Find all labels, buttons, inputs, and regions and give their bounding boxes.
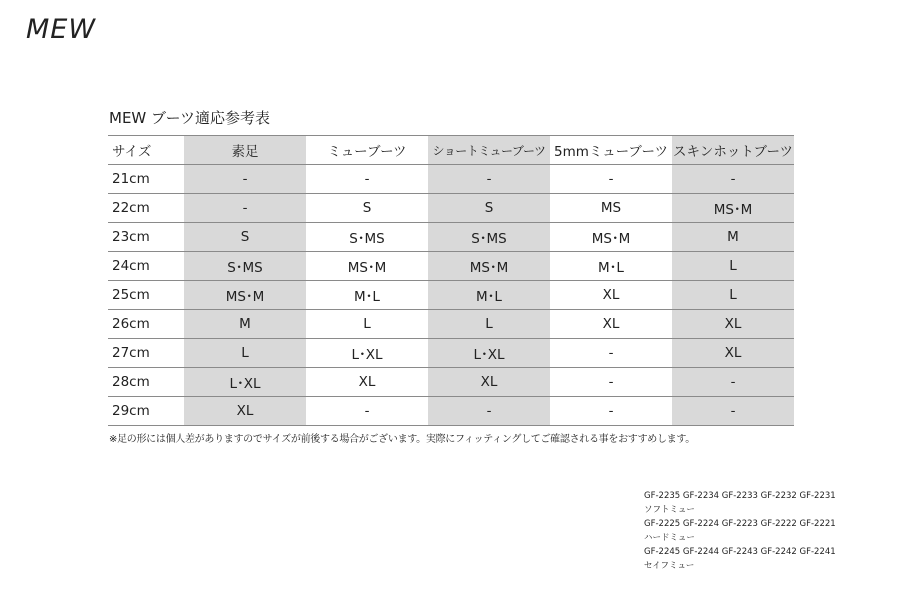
cell: L (306, 310, 428, 339)
cell-size: 29cm (108, 397, 184, 426)
cell: - (428, 397, 550, 426)
cell-size: 22cm (108, 194, 184, 223)
header-mew-boots: ミューブーツ (306, 136, 428, 165)
table-header-row (108, 136, 794, 165)
cell: - (550, 397, 672, 426)
cell: S (428, 194, 550, 223)
table-row (108, 252, 794, 281)
table-row (108, 368, 794, 397)
cell: L･XL (184, 368, 306, 397)
cell: MS (550, 194, 672, 223)
cell: - (428, 165, 550, 194)
cell: M･L (550, 252, 672, 281)
cell: - (184, 194, 306, 223)
brand-logo: MEW (26, 14, 97, 45)
cell-size: 21cm (108, 165, 184, 194)
cell: - (550, 368, 672, 397)
header-5mm-mew-boots: 5mmミューブーツ (550, 136, 672, 165)
cell: L･XL (428, 339, 550, 368)
model-codes: GF-2225 GF-2224 GF-2223 GF-2222 GF-2221 (644, 519, 836, 529)
cell-size: 25cm (108, 281, 184, 310)
cell: - (550, 339, 672, 368)
cell: MS･M (672, 194, 794, 223)
table-row (108, 397, 794, 426)
model-name: ハードミュー (644, 533, 695, 543)
cell: L (672, 281, 794, 310)
cell: - (672, 165, 794, 194)
cell: M (184, 310, 306, 339)
table-row (108, 281, 794, 310)
table-row (108, 194, 794, 223)
cell: - (306, 165, 428, 194)
table-row (108, 339, 794, 368)
cell: XL (550, 281, 672, 310)
cell: S (184, 223, 306, 252)
table-row (108, 223, 794, 252)
cell: S･MS (428, 223, 550, 252)
cell: - (550, 165, 672, 194)
cell: L (672, 252, 794, 281)
fitting-note: ※足の形には個人差がありますのでサイズが前後する場合がございます。実際にフィッティングしてご確認される事をおすすめします。 (109, 434, 695, 445)
model-codes: GF-2245 GF-2244 GF-2243 GF-2242 GF-2241 (644, 547, 836, 557)
cell: M･L (306, 281, 428, 310)
cell: XL (428, 368, 550, 397)
model-name: ソフトミュー (644, 505, 695, 515)
cell-size: 26cm (108, 310, 184, 339)
model-name: セイフミュー (644, 561, 695, 571)
cell-size: 24cm (108, 252, 184, 281)
cell: MS･M (184, 281, 306, 310)
model-codes: GF-2235 GF-2234 GF-2233 GF-2232 GF-2231 (644, 491, 836, 501)
cell: - (184, 165, 306, 194)
cell: M (672, 223, 794, 252)
header-short-mew-boots: ショートミューブーツ (428, 136, 550, 165)
cell: - (672, 397, 794, 426)
cell: - (672, 368, 794, 397)
cell-size: 27cm (108, 339, 184, 368)
cell: L (184, 339, 306, 368)
cell: XL (550, 310, 672, 339)
cell: XL (672, 339, 794, 368)
cell: S･MS (184, 252, 306, 281)
cell: S (306, 194, 428, 223)
header-size: サイズ (108, 136, 184, 165)
table-row (108, 165, 794, 194)
table-row (108, 310, 794, 339)
cell: S･MS (306, 223, 428, 252)
cell: MS･M (428, 252, 550, 281)
model-list (644, 489, 836, 573)
cell: XL (306, 368, 428, 397)
size-table (108, 135, 794, 426)
cell: - (306, 397, 428, 426)
cell: L (428, 310, 550, 339)
cell: M･L (428, 281, 550, 310)
table-title: MEW ブーツ適応参考表 (109, 109, 270, 127)
header-barefoot: 素足 (184, 136, 306, 165)
cell: XL (184, 397, 306, 426)
cell-size: 28cm (108, 368, 184, 397)
cell: L･XL (306, 339, 428, 368)
cell-size: 23cm (108, 223, 184, 252)
cell: MS･M (550, 223, 672, 252)
header-skin-hot-boots: スキンホットブーツ (672, 136, 794, 165)
cell: MS･M (306, 252, 428, 281)
cell: XL (672, 310, 794, 339)
